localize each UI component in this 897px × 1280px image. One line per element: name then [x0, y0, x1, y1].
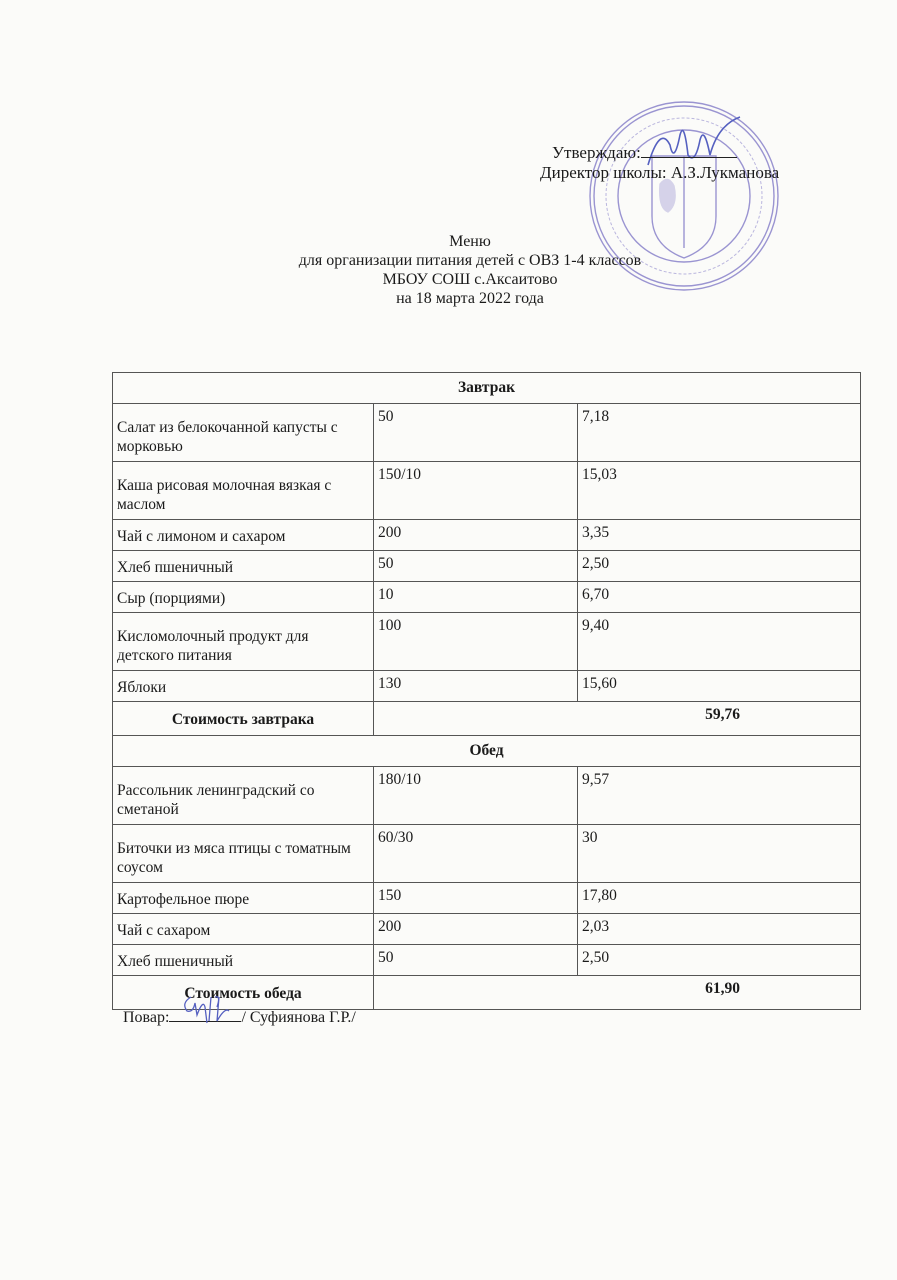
- table-row: [113, 613, 861, 671]
- dish-portion: 200: [374, 520, 578, 551]
- dish-portion: 60/30: [374, 825, 578, 883]
- title-line-2: для организации питания детей с ОВЗ 1-4 классов: [298, 252, 642, 269]
- dish-name: Чай с сахаром: [113, 914, 374, 945]
- breakfast-total-value: 59,76: [374, 702, 861, 736]
- dish-name: Яблоки: [113, 671, 374, 702]
- title-line-1: Меню: [449, 233, 491, 250]
- table-row: [113, 551, 861, 582]
- breakfast-heading: Завтрак: [113, 373, 861, 404]
- dish-price: 9,57: [578, 767, 861, 825]
- dish-price: 9,40: [578, 613, 861, 671]
- dish-price: 2,50: [578, 551, 861, 582]
- table-row: [113, 767, 861, 825]
- dish-portion: 10: [374, 582, 578, 613]
- dish-name: Биточки из мяса птицы с томатным соусом: [113, 825, 374, 883]
- dish-name: Сыр (порциями): [113, 582, 374, 613]
- approval-line: [552, 143, 737, 163]
- dish-name: Салат из белокочанной капусты с морковью: [113, 404, 374, 462]
- breakfast-total-row: [113, 702, 861, 736]
- table-row: [113, 914, 861, 945]
- title-line-4: на 18 марта 2022 года: [396, 290, 544, 307]
- dish-price: 6,70: [578, 582, 861, 613]
- menu-title: [200, 232, 740, 308]
- dish-portion: 130: [374, 671, 578, 702]
- dish-price: 15,03: [578, 462, 861, 520]
- cook-signature: [169, 1007, 241, 1022]
- table-row: [113, 520, 861, 551]
- dish-portion: 50: [374, 404, 578, 462]
- dish-portion: 50: [374, 551, 578, 582]
- dish-price: 2,50: [578, 945, 861, 976]
- cook-name: / Суфиянова Г.Р./: [241, 1009, 356, 1026]
- table-row: [113, 945, 861, 976]
- approve-label: Утверждаю:: [552, 143, 641, 162]
- dish-portion: 100: [374, 613, 578, 671]
- title-line-3: МБОУ СОШ с.Аксаитово: [382, 271, 558, 288]
- dish-name: Хлеб пшеничный: [113, 945, 374, 976]
- table-row: [113, 462, 861, 520]
- signature-line: [641, 143, 737, 158]
- table-row: [113, 582, 861, 613]
- dish-name: Хлеб пшеничный: [113, 551, 374, 582]
- dish-price: 17,80: [578, 883, 861, 914]
- dish-portion: 50: [374, 945, 578, 976]
- lunch-total-label: Стоимость обеда: [113, 976, 374, 1010]
- dish-price: 7,18: [578, 404, 861, 462]
- dish-name: Картофельное пюре: [113, 883, 374, 914]
- lunch-heading-row: [113, 736, 861, 767]
- director-name: Директор школы: А.З.Лукманова: [540, 163, 780, 182]
- dish-price: 30: [578, 825, 861, 883]
- dish-portion: 150/10: [374, 462, 578, 520]
- lunch-heading: Обед: [113, 736, 861, 767]
- dish-portion: 200: [374, 914, 578, 945]
- dish-price: 2,03: [578, 914, 861, 945]
- table-row: [113, 404, 861, 462]
- table-row: [113, 671, 861, 702]
- cook-label: Повар:: [123, 1009, 170, 1026]
- dish-name: Рассольник ленинградский со сметаной: [113, 767, 374, 825]
- dish-name: Каша рисовая молочная вязкая с маслом: [113, 462, 374, 520]
- lunch-total-value: 61,90: [374, 976, 861, 1010]
- dish-name: Кисломолочный продукт для детского питания: [113, 613, 374, 671]
- dish-portion: 150: [374, 883, 578, 914]
- dish-price: 15,60: [578, 671, 861, 702]
- dish-price: 3,35: [578, 520, 861, 551]
- table-row: [113, 825, 861, 883]
- breakfast-total-label: Стоимость завтрака: [113, 702, 374, 736]
- cook-signature-line: [123, 1007, 356, 1027]
- dish-name: Чай с лимоном и сахаром: [113, 520, 374, 551]
- dish-portion: 180/10: [374, 767, 578, 825]
- breakfast-heading-row: [113, 373, 861, 404]
- table-row: [113, 883, 861, 914]
- menu-table: [112, 372, 861, 1010]
